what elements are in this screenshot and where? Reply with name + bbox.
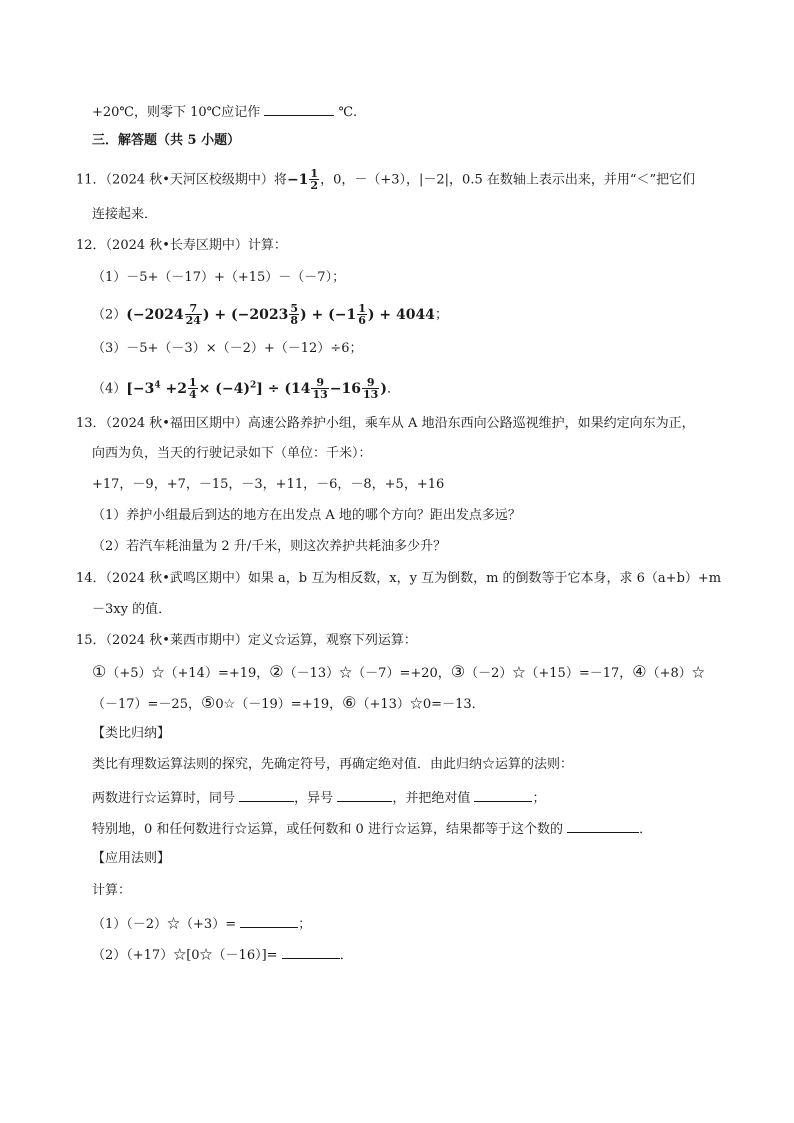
- q11-rest: ，0，－（+3），|－2|，0.5 在数轴上表示出来，并用“＜”把它们: [320, 172, 696, 188]
- q15-apply2: （2）（+17）☆[0☆（－16）]= ．: [92, 944, 353, 966]
- q14-line2: －3xy 的值．: [92, 602, 172, 617]
- q15-rule: 两数进行☆运算时，同号 ，异号 ，并把绝对值 ；: [92, 787, 545, 809]
- q13-part2: （2）若汽车耗油量为 2 升/千米，则这次养护共耗油多少升？: [92, 539, 447, 554]
- carry-unit: ℃.: [338, 105, 358, 120]
- q12-part2: （2）(−2024 $\frac{7}{24}$ ) + (−2023 $\frac{5}{8}$ ) + (−1 $\frac{1}{6}$ ) + 4044；: [92, 302, 448, 327]
- q12-part1: （1）－5+（－17）+（+15）－（－7）；: [92, 270, 346, 285]
- answer-blank[interactable]: [474, 787, 532, 802]
- q15-calc: 计算：: [92, 883, 132, 898]
- question-12: 12．（2024 秋•长寿区期中）计算：: [76, 238, 287, 253]
- q11-line2: 连接起来．: [92, 207, 158, 222]
- answer-blank[interactable]: [264, 101, 334, 116]
- heading-analogy: 【类比归纳】: [92, 726, 171, 741]
- heading-apply: 【应用法则】: [92, 851, 171, 866]
- answer-blank[interactable]: [282, 944, 340, 959]
- q15-examples-line2: （－17）=－25，⑤0☆（－19）=+19，⑥（+13）☆0=－13．: [92, 693, 485, 712]
- q15-apply1: （1）（－2）☆（+3）= ；: [92, 913, 311, 935]
- answer-blank[interactable]: [239, 787, 294, 802]
- answer-blank[interactable]: [240, 913, 298, 928]
- carry-text: +20℃，则零下 10℃应记作: [92, 105, 261, 120]
- q13-records: +17，－9，+7，－15，－3，+11，－6，－8，+5，+16: [92, 477, 445, 492]
- q11-label: 11．（2024 秋•天河区校级期中）将: [76, 172, 287, 188]
- q12-part4: $(4)[-3^4 +2$ $\frac{1}{4}$ × $(-4)^2] \div (14$ $\frac{9}{13}$ −16 $\frac{9}{13}$ )．: [92, 376, 400, 402]
- q12-part3: （3）－5+（－3）×（－2）+（－12）÷6；: [92, 341, 363, 356]
- question-14: 14．（2024 秋•武鸣区期中）如果 a，b 互为相反数，x，y 互为倒数，m 的倒数等于它本身，求 6（a+b）+m: [76, 571, 722, 586]
- question-11: [76, 168, 695, 191]
- section-title: 三．解答题（共 5 小题）: [92, 133, 241, 148]
- q15-special: 特别地，0 和任何数进行☆运算，或任何数和 0 进行☆运算，结果都等于这个数的 ．: [92, 818, 652, 840]
- q11-mixed-number: −1 $\frac{1}{2}$: [286, 167, 319, 192]
- q15-examples-line1: ①（+5）☆（+14）=+19，②（－13）☆（－7）=+20，③（－2）☆（+15）=－17，④（+8）☆: [92, 662, 705, 681]
- answer-blank[interactable]: [567, 818, 639, 833]
- question-15: 15．（2024 秋•莱西市期中）定义☆运算，观察下列运算：: [76, 633, 417, 648]
- carry-over-line: [92, 101, 357, 123]
- q13-line2: 向西为负，当天的行驶记录如下（单位：千米）：: [92, 446, 372, 461]
- q13-part1: （1）养护小组最后到达的地方在出发点 A 地的哪个方向？距出发点多远？: [92, 508, 521, 523]
- question-13: 13．（2024 秋•福田区期中）高速公路养护小组，乘车从 A 地沿东西向公路巡视维护，如果约定向东为正，: [76, 416, 695, 431]
- q15-text1: 类比有理数运算法则的探究，先确定符号，再确定绝对值．由此归纳☆运算的法则：: [92, 757, 574, 772]
- answer-blank[interactable]: [337, 787, 392, 802]
